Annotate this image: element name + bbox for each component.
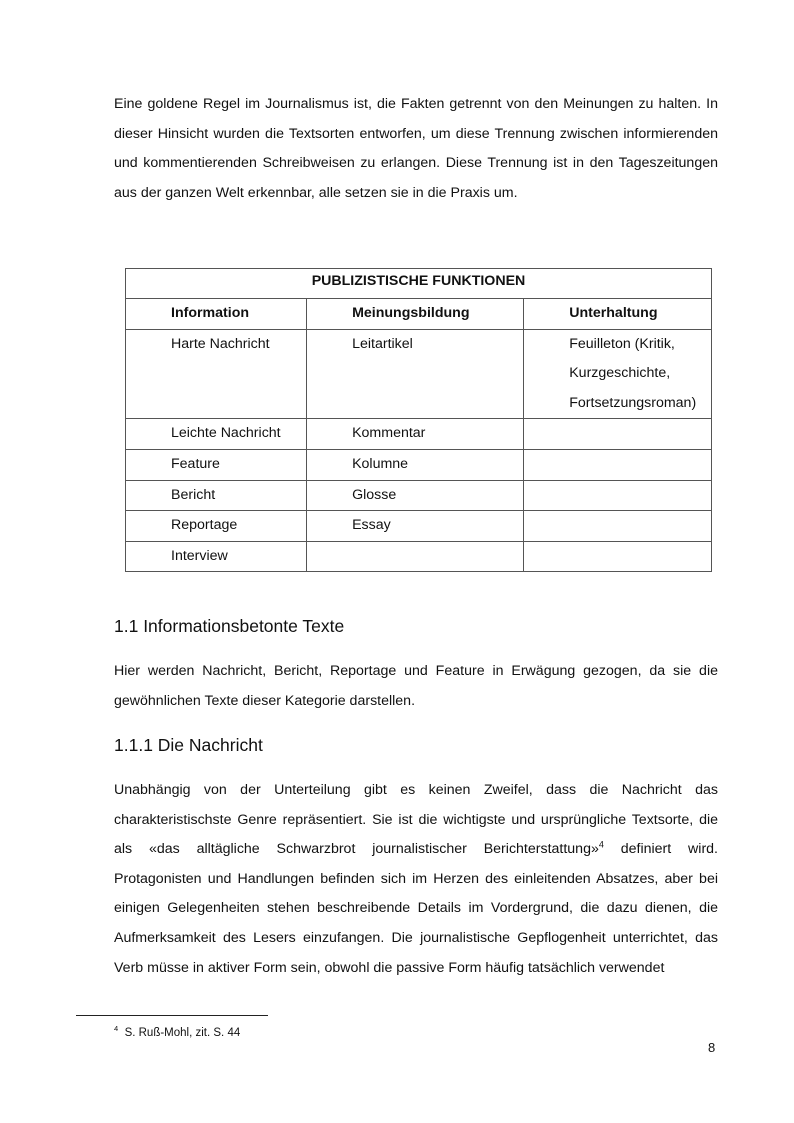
table-cell: Interview [126, 541, 307, 572]
table-row [126, 541, 712, 572]
column-header-information: Information [126, 299, 307, 330]
table-cell [524, 419, 712, 450]
section-1-1-1-paragraph: Unabhängig von der Unterteilung gibt es keinen Zweifel, dass die Nachricht das charakteristischste Genre repräsentiert. Sie ist die wichtigste und ursprüngliche Textsorte, die als «das alltägliche Schwarzbrot journalistischer Berichterstattung»$^4$ definiert wird. Protagonisten und Handlungen befinden sich im Herzen des einleitenden Absatzes, aber bei einigen Gelegenheiten stehen beschreibende Details im Vordergrund, die dazu dienen, die Aufmerksamkeit des Lesers einzufangen. Die journalistische Gepflogenheit unterrichtet, das Verb müsse in aktiver Form sein, obwohl die passive Form häufig tatsächlich verwendet [114, 782, 718, 976]
table-title: PUBLIZISTISCHE FUNKTIONEN [126, 269, 712, 299]
table-row [126, 449, 712, 480]
table-row [126, 511, 712, 542]
table-cell [524, 511, 712, 542]
table-cell: Leichte Nachricht [126, 419, 307, 450]
table-row [126, 480, 712, 511]
footnote-separator [76, 1015, 268, 1016]
page-number: 8 [708, 1040, 716, 1055]
table-cell: Bericht [126, 480, 307, 511]
table-cell: Kommentar [307, 419, 524, 450]
footnote-number: 4 [114, 1024, 119, 1033]
section-1-1-paragraph: Hier werden Nachricht, Bericht, Reportage und Feature in Erwägung gezogen, da sie die gewöhnlichen Texte dieser Kategorie darstellen. [114, 663, 718, 709]
table-cell: Feature [126, 449, 307, 480]
section-heading-1-1: 1.1 Informationsbetonte Texte [114, 616, 345, 636]
intro-paragraph: Eine goldene Regel im Journalismus ist, die Fakten getrennt von den Meinungen zu halten. In dieser Hinsicht wurden die Textsorten entworfen, um diese Trennung zwischen informierenden und kommentierenden Schreibweisen zu erlangen. Diese Trennung ist in den Tageszeitungen aus der ganzen Welt erkennbar, alle setzen sie in die Praxis um. [114, 96, 718, 201]
footnote-reference[interactable]: 4 [598, 839, 604, 850]
footnote-text: S. Ruß-Mohl, zit. S. 44 [124, 1026, 241, 1039]
section-heading-1-1-1: 1.1.1 Die Nachricht [114, 735, 263, 755]
footnote [114, 1024, 240, 1039]
table-cell: Feuilleton (Kritik, Kurzgeschichte, Fortsetzungsroman) [524, 329, 712, 419]
table-cell: Harte Nachricht [126, 329, 307, 419]
table-cell [524, 541, 712, 572]
table-cell [524, 480, 712, 511]
table-row [126, 329, 712, 419]
column-header-unterhaltung: Unterhaltung [524, 299, 712, 330]
table-cell [307, 541, 524, 572]
table-cell: Leitartikel [307, 329, 524, 419]
column-header-meinungsbildung: Meinungsbildung [307, 299, 524, 330]
table-cell: Kolumne [307, 449, 524, 480]
table-cell: Essay [307, 511, 524, 542]
table-cell [524, 449, 712, 480]
table-cell: Glosse [307, 480, 524, 511]
table-row [126, 419, 712, 450]
table-cell: Reportage [126, 511, 307, 542]
publizistische-funktionen-table [125, 268, 712, 572]
